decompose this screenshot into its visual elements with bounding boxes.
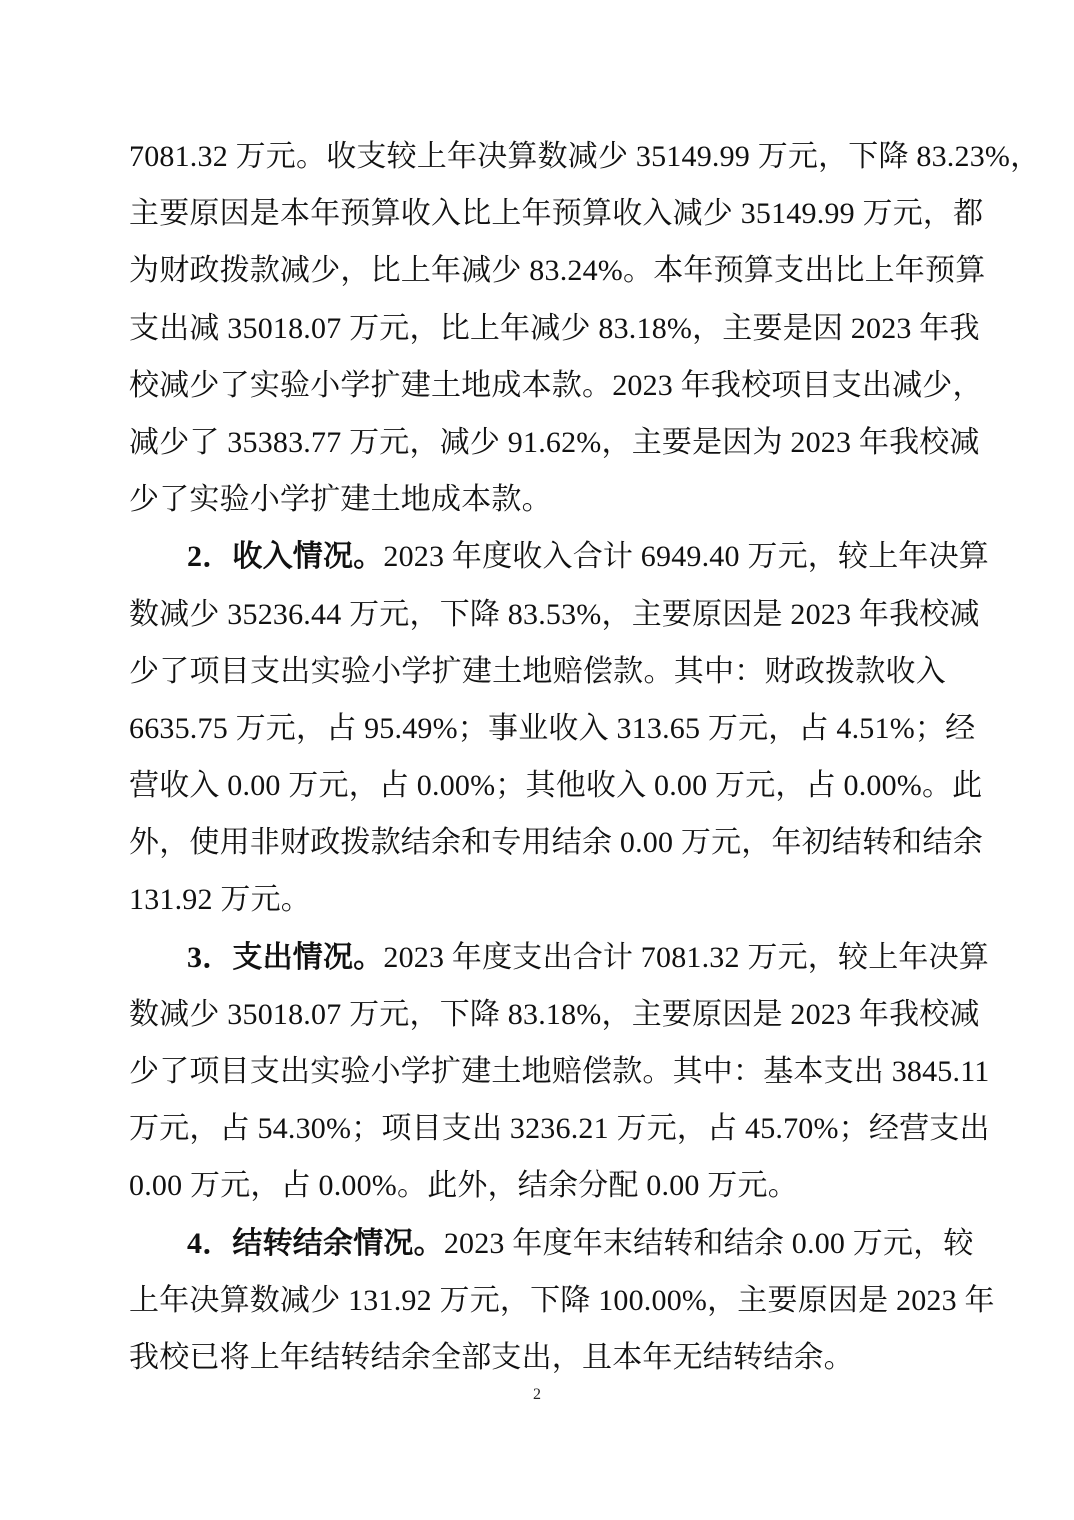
text-line: 数减少 35236.44 万元，下降 83.53%，主要原因是 2023 年我校减 [129,597,980,631]
text-line: 上年决算数减少 131.92 万元，下降 100.00%，主要原因是 2023 年 [129,1283,995,1317]
text-line: 6635.75 万元，占 95.49%；事业收入 313.65 万元，占 4.51%；经 [129,711,976,745]
text-line [129,929,990,986]
text-line: 校减少了实验小学扩建土地成本款。2023 年我校项目支出减少， [129,368,983,402]
text-line: 少了实验小学扩建土地成本款。 [129,483,552,517]
text-line [129,1215,974,1272]
document-body [129,128,1041,1386]
text-line: 支出减 35018.07 万元，比上年减少 83.18%，主要是因 2023 年我 [129,311,980,345]
text-run: 2023 年度支出合计 7081.32 万元，较上年决算 [383,940,990,974]
text-line: 131.92 万元。 [129,883,311,917]
text-line: 数减少 35018.07 万元，下降 83.18%，主要原因是 2023 年我校减 [129,997,980,1031]
text-line: 0.00 万元，占 0.00%。此外，结余分配 0.00 万元。 [129,1169,798,1203]
text-line: 少了项目支出实验小学扩建土地赔偿款。其中：财政拨款收入 [129,654,946,688]
text-line: 少了项目支出实验小学扩建土地赔偿款。其中：基本支出 3845.11 [129,1055,990,1088]
section-heading-income: 2．收入情况。 [187,540,384,574]
text-line: 万元，占 54.30%；项目支出 3236.21 万元，占 45.70%；经营支出 [129,1112,990,1146]
section-heading-expenditure: 3．支出情况。 [187,940,384,974]
text-run: 2023 年度收入合计 6949.40 万元，较上年决算 [383,540,990,574]
text-line: 主要原因是本年预算收入比上年预算收入减少 35149.99 万元，都 [129,197,984,231]
paragraph-budget-summary [129,128,1041,528]
text-run: 2023 年度年末结转和结余 0.00 万元，较 [443,1226,974,1260]
text-line: 营收入 0.00 万元，占 0.00%；其他收入 0.00 万元，占 0.00%。此 [129,769,983,803]
text-line: 为财政拨款减少，比上年减少 83.24%。本年预算支出比上年预算 [129,254,986,288]
paragraph-expenditure [129,929,990,1215]
section-heading-carryover: 4．结转结余情况。 [187,1226,444,1260]
page-number: 2 [533,1386,541,1403]
text-line: 减少了 35383.77 万元，减少 91.62%，主要是因为 2023 年我校减 [129,425,980,459]
paragraph-income [129,528,990,928]
text-line: 我校已将上年结转结余全部支出，且本年无结转结余。 [129,1340,854,1374]
text-line [129,528,990,585]
text-line: 7081.32 万元。收支较上年决算数减少 35149.99 万元，下降 83.23%， [129,140,1041,173]
paragraph-carryover [129,1215,995,1387]
text-line: 外，使用非财政拨款结余和专用结余 0.00 万元，年初结转和结余 [129,826,983,860]
